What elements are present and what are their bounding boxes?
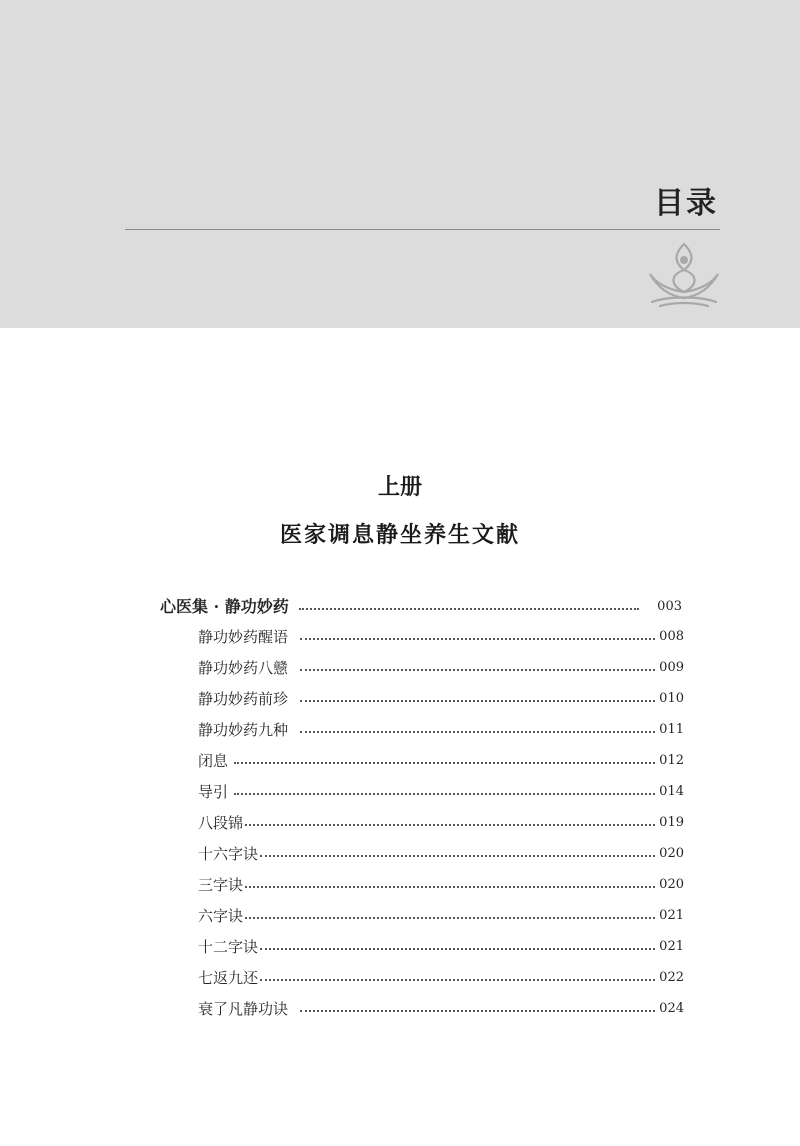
toc-item-title: 静功妙药前珍 — [198, 690, 289, 708]
toc-item-title: 静功妙药醒语 — [198, 628, 289, 646]
toc-leader — [260, 979, 655, 981]
toc-page-number: 003 — [657, 599, 682, 614]
toc-leader — [300, 638, 655, 640]
toc-item[interactable] — [198, 684, 684, 714]
toc-leader — [245, 917, 655, 919]
toc-page-number: 011 — [659, 722, 684, 737]
toc-page-number: 021 — [659, 939, 684, 954]
toc-item-title: 闭息 — [198, 752, 229, 770]
page-title: 目录 — [654, 186, 718, 221]
toc-item-title: 三字诀 — [198, 876, 244, 894]
toc-item-title: 七返九还 — [198, 969, 259, 987]
toc-leader — [245, 824, 655, 826]
toc-leader — [234, 762, 655, 764]
toc-leader — [300, 669, 655, 671]
toc-item-title: 静功妙药九种 — [198, 721, 289, 739]
toc-leader — [300, 731, 655, 733]
toc-item-title: 八段锦 — [198, 814, 244, 832]
table-of-contents — [0, 588, 800, 1028]
toc-page-number: 014 — [659, 784, 684, 799]
toc-leader — [300, 700, 655, 702]
header-divider — [125, 229, 720, 230]
toc-page-number: 019 — [659, 815, 684, 830]
toc-item[interactable] — [198, 994, 684, 1024]
toc-page-number: 012 — [659, 753, 684, 768]
toc-page-number: 009 — [659, 660, 684, 675]
toc-page-number: 022 — [659, 970, 684, 985]
toc-page-number: 008 — [659, 629, 684, 644]
toc-item[interactable] — [198, 901, 684, 931]
header-band — [0, 0, 800, 328]
toc-item[interactable] — [198, 963, 684, 993]
toc-page-number: 021 — [659, 908, 684, 923]
toc-item-title: 十二字诀 — [198, 938, 259, 956]
volume-subtitle: 医家调息静坐养生文献 — [279, 522, 520, 548]
toc-page-number: 024 — [659, 1001, 684, 1016]
toc-leader — [300, 1010, 655, 1012]
toc-section[interactable] — [160, 592, 682, 622]
toc-item[interactable] — [198, 777, 684, 807]
toc-leader — [260, 948, 655, 950]
toc-item-title: 十六字诀 — [198, 845, 259, 863]
toc-item[interactable] — [198, 932, 684, 962]
toc-item-title: 衰了凡静功诀 — [198, 1000, 289, 1018]
toc-item-title: 六字诀 — [198, 907, 244, 925]
toc-item[interactable] — [198, 622, 684, 652]
volume-label: 上册 — [377, 474, 422, 500]
toc-page-number: 020 — [659, 846, 684, 861]
toc-item-title: 静功妙药八戆 — [198, 659, 289, 677]
toc-item[interactable] — [198, 653, 684, 683]
toc-page-number: 010 — [659, 691, 684, 706]
toc-item[interactable] — [198, 715, 684, 745]
toc-section-title: 心医集 · 静功妙药 — [160, 597, 289, 616]
toc-item[interactable] — [198, 870, 684, 900]
toc-leader — [234, 793, 655, 795]
toc-leader — [260, 855, 655, 857]
toc-item[interactable] — [198, 839, 684, 869]
toc-item[interactable] — [198, 746, 684, 776]
toc-leader — [245, 886, 655, 888]
toc-page-number: 020 — [659, 877, 684, 892]
toc-leader — [299, 608, 639, 610]
toc-item-title: 导引 — [198, 783, 229, 801]
toc-item[interactable] — [198, 808, 684, 838]
lotus-meditation-icon — [644, 240, 724, 310]
